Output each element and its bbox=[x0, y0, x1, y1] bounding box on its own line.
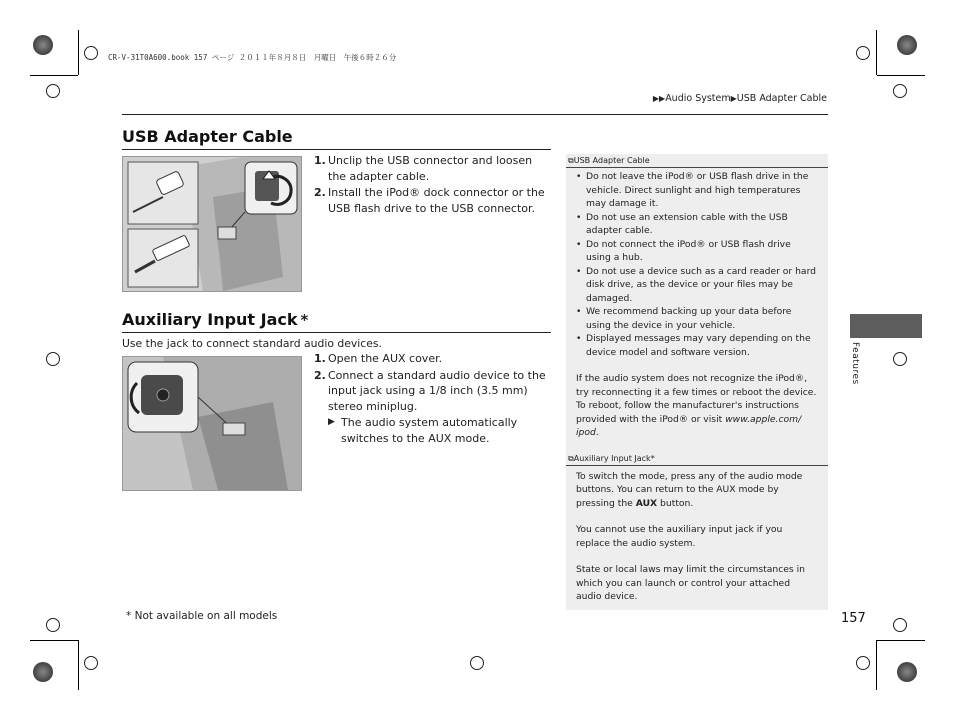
color-target-icon bbox=[897, 662, 917, 682]
list-item: • Do not use an extension cable with the USB adapter cable. bbox=[576, 211, 818, 238]
list-item: • Do not leave the iPod® or USB flash drive in the vehicle. Direct sunlight and high temperatures may damage it. bbox=[576, 170, 818, 211]
usb-adapter-illustration bbox=[122, 156, 302, 292]
header-rule bbox=[122, 114, 828, 115]
sidebar-usb-body bbox=[566, 168, 828, 440]
registration-mark-icon bbox=[893, 352, 907, 366]
print-header: CR-V-31T0A600.book 157 ページ ２０１１年８月８日 月曜日 午後６時２６分 bbox=[108, 53, 397, 62]
list-item: • We recommend backing up your data before using the device in your vehicle. bbox=[576, 305, 818, 332]
sidebar-header-label: USB Adapter Cable bbox=[573, 156, 650, 165]
aux-button-name: AUX bbox=[635, 497, 658, 509]
paragraph-text: button. bbox=[657, 497, 694, 509]
step-number: 2. bbox=[314, 368, 326, 382]
step-text: Install the iPod® dock connector or the USB flash drive to the USB connector. bbox=[328, 186, 545, 215]
section-tab bbox=[850, 314, 922, 338]
color-target-icon bbox=[33, 662, 53, 682]
note-text: The audio system automatically switches to the AUX mode. bbox=[341, 416, 518, 445]
registration-mark-icon bbox=[470, 656, 484, 670]
aux-steps bbox=[314, 351, 554, 447]
sidebar-paragraph bbox=[576, 470, 818, 511]
list-item bbox=[314, 351, 554, 367]
list-item bbox=[314, 185, 554, 216]
step-text: Open the AUX cover. bbox=[328, 352, 443, 365]
registration-mark-icon bbox=[893, 618, 907, 632]
step-number: 1. bbox=[314, 352, 326, 365]
section-rule bbox=[122, 149, 551, 150]
sidebar-header-usb bbox=[566, 154, 828, 168]
footnote-star: * bbox=[300, 311, 309, 329]
note-arrow-icon: ▶ bbox=[328, 417, 335, 427]
registration-mark-icon bbox=[856, 656, 870, 670]
registration-mark-icon bbox=[84, 46, 98, 60]
list-item: • Displayed messages may vary depending on the device model and software version. bbox=[576, 332, 818, 359]
step-text: Unclip the USB connector and loosen the adapter cable. bbox=[328, 154, 533, 183]
sidebar-notes bbox=[566, 154, 828, 610]
step-text: Connect a standard audio device to the input jack using a 1/8 inch (3.5 mm) stereo miniplug. bbox=[328, 368, 546, 413]
registration-mark-icon bbox=[46, 84, 60, 98]
paragraph-text: If the audio system does not recognize the iPod®, try reconnecting it a few times or reboot the device. To reboot, follow the manufacturer's instructions provided with the iPod® or visit bbox=[576, 373, 817, 425]
list-item: • Do not connect the iPod® or USB flash drive using a hub. bbox=[576, 238, 818, 265]
apple-link-text: www.apple.com/ ipod bbox=[576, 413, 802, 438]
page-number: 157 bbox=[841, 611, 866, 626]
section-tab-label: Features bbox=[850, 342, 860, 385]
aux-title-text: Auxiliary Input Jack bbox=[122, 310, 298, 329]
footnote: * Not available on all models bbox=[126, 610, 278, 622]
list-item bbox=[314, 415, 554, 446]
paragraph-text: To switch the mode, press any of the audio mode buttons. You can return to the AUX mode by pressing the bbox=[576, 470, 803, 509]
section-rule bbox=[122, 332, 551, 333]
breadcrumb-separator-icon: ▶ bbox=[730, 94, 737, 103]
usb-steps bbox=[314, 153, 554, 217]
sidebar-header-aux bbox=[566, 452, 828, 466]
paragraph-text: . bbox=[595, 427, 599, 438]
sidebar-paragraph bbox=[576, 372, 818, 440]
registration-mark-icon bbox=[46, 618, 60, 632]
sidebar-header-label: Auxiliary Input Jack bbox=[573, 453, 651, 463]
aux-intro: Use the jack to connect standard audio devices. bbox=[122, 337, 382, 350]
color-target-icon bbox=[33, 35, 53, 55]
step-number: 2. bbox=[314, 186, 326, 199]
breadcrumb-item: USB Adapter Cable bbox=[736, 93, 827, 104]
aux-section-title bbox=[122, 310, 308, 329]
reference-icon: ⧉ bbox=[568, 453, 574, 463]
breadcrumb-item: Audio System bbox=[665, 93, 731, 104]
reference-icon: ⧉ bbox=[568, 156, 574, 165]
sidebar-aux-body bbox=[566, 466, 828, 604]
sidebar-paragraph: State or local laws may limit the circumstances in which you can launch or control your attached audio device. bbox=[576, 564, 805, 602]
list-item bbox=[314, 153, 554, 184]
usb-section-title: USB Adapter Cable bbox=[122, 127, 293, 146]
registration-mark-icon bbox=[46, 352, 60, 366]
footnote-star: * bbox=[650, 453, 655, 463]
step-number: 1. bbox=[314, 154, 326, 167]
aux-jack-illustration bbox=[122, 356, 302, 491]
breadcrumb-arrow-icon: ▶▶ bbox=[652, 94, 666, 103]
list-item bbox=[314, 368, 554, 415]
registration-mark-icon bbox=[856, 46, 870, 60]
sidebar-paragraph: You cannot use the auxiliary input jack if you replace the audio system. bbox=[576, 524, 783, 549]
color-target-icon bbox=[897, 35, 917, 55]
registration-mark-icon bbox=[84, 656, 98, 670]
registration-mark-icon bbox=[893, 84, 907, 98]
breadcrumb bbox=[653, 93, 827, 104]
list-item: • Do not use a device such as a card reader or hard disk drive, as the device or your files may be damaged. bbox=[576, 265, 818, 306]
